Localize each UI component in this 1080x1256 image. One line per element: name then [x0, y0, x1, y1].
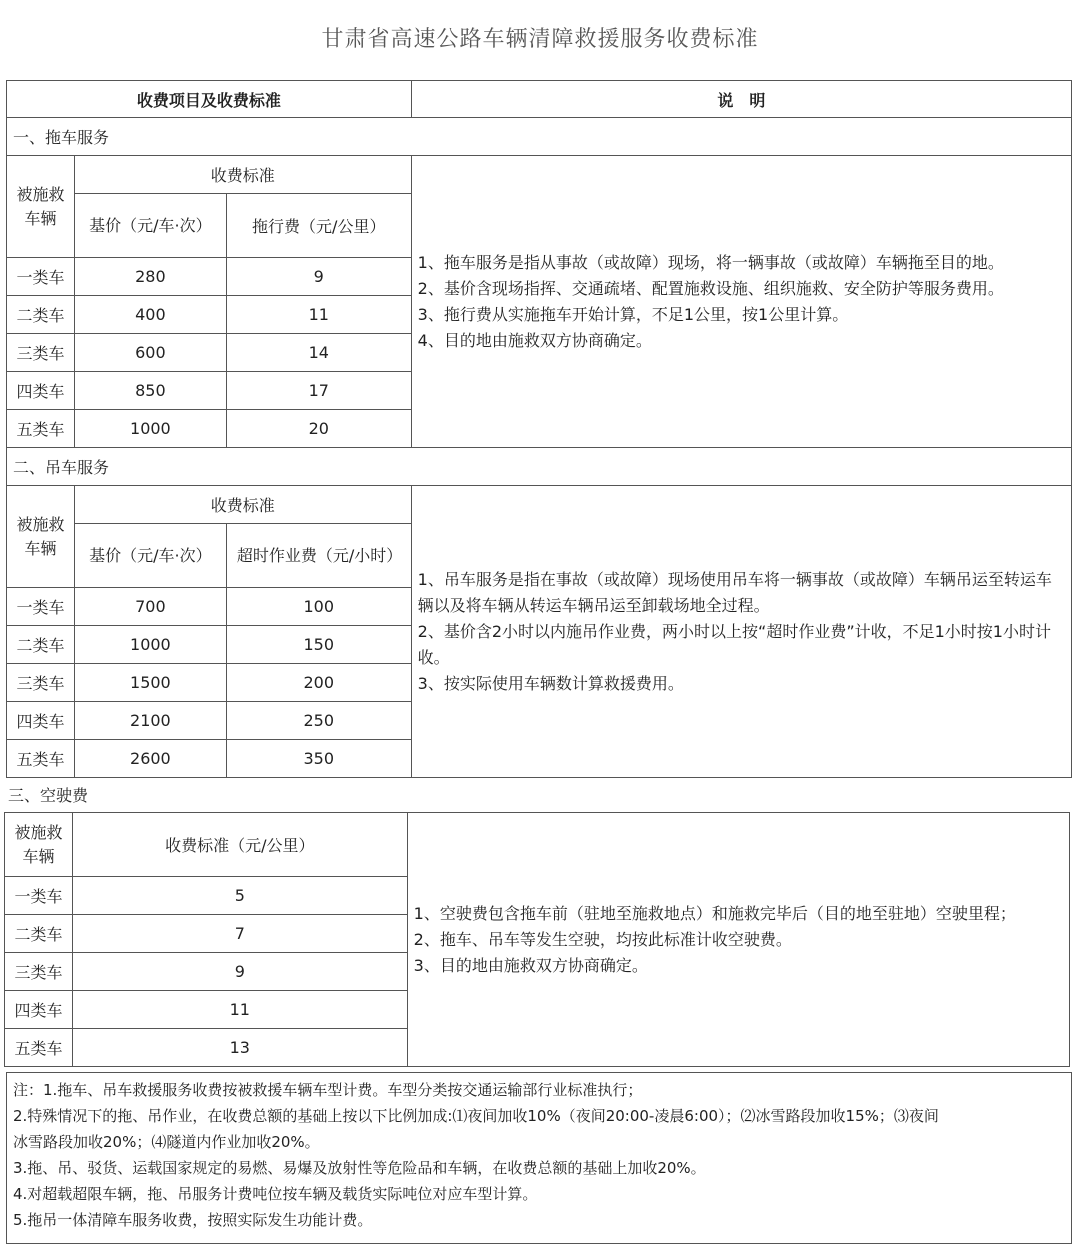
vehicle-type: 一类车	[5, 877, 73, 915]
base-price-header: 基价（元/车·次）	[74, 524, 226, 588]
vehicle-type: 一类车	[7, 588, 75, 626]
vehicle-type: 二类车	[7, 296, 75, 334]
overtime-fee: 150	[226, 626, 411, 664]
vehicle-label: 被施救车辆	[7, 156, 75, 258]
section-heading: 二、吊车服务	[7, 448, 1072, 486]
vehicle-type: 五类车	[7, 740, 75, 778]
overtime-fee: 100	[226, 588, 411, 626]
crane-notes	[411, 486, 1071, 778]
base-price-header: 基价（元/车·次）	[74, 194, 226, 258]
note-line: 1、拖车服务是指从事故（或故障）现场，将一辆事故（或故障）车辆拖至目的地。	[417, 252, 1004, 272]
base-price: 850	[74, 372, 226, 410]
page-title: 甘肃省高速公路车辆清障救援服务收费标准	[321, 27, 759, 52]
vehicle-label: 被施救车辆	[7, 486, 75, 588]
vehicle-type: 四类车	[7, 372, 75, 410]
vehicle-type: 三类车	[5, 953, 73, 991]
header-description: 说 明	[411, 81, 1071, 118]
overtime-fee-header: 超时作业费（元/小时）	[226, 524, 411, 588]
vehicle-type: 二类车	[7, 626, 75, 664]
note-line: 2、基价含2小时以内施吊作业费，两小时以上按“超时作业费”计收，不足1小时按1小时计收。	[417, 621, 1051, 667]
fee-standard-label: 收费标准（元/公里）	[72, 813, 407, 877]
base-price: 700	[74, 588, 226, 626]
empty-run-notes	[407, 813, 1069, 1067]
tow-fee: 11	[226, 296, 411, 334]
note-line: 2、拖车、吊车等发生空驶，均按此标准计收空驶费。	[413, 929, 792, 949]
tow-notes	[411, 156, 1071, 448]
overtime-fee: 350	[226, 740, 411, 778]
base-price: 600	[74, 334, 226, 372]
note-line: 2、基价含现场指挥、交通疏堵、配置施救设施、组织施救、安全防护等服务费用。	[417, 278, 1004, 298]
base-price: 2100	[74, 702, 226, 740]
vehicle-type: 三类车	[7, 334, 75, 372]
tow-fee: 14	[226, 334, 411, 372]
empty-run-fee-table	[4, 812, 1070, 1067]
note-line: 4、目的地由施救双方协商确定。	[417, 330, 652, 350]
vehicle-type: 五类车	[5, 1029, 73, 1067]
header-fee-items: 收费项目及收费标准	[7, 81, 412, 118]
base-price: 1000	[74, 410, 226, 448]
tow-fee: 17	[226, 372, 411, 410]
footnote-line: 2.特殊情况下的拖、吊作业，在收费总额的基础上按以下比例加成:⑴夜间加收10%（夜间20:00-凌晨6:00）；⑵冰雪路段加收15%；⑶夜间	[13, 1107, 939, 1125]
section-heading: 三、空驶费	[8, 786, 89, 805]
base-price: 2600	[74, 740, 226, 778]
base-price: 1500	[74, 664, 226, 702]
base-price: 280	[74, 258, 226, 296]
footnote-line: 5.拖吊一体清障车服务收费，按照实际发生功能计费。	[13, 1211, 373, 1229]
note-line: 1、吊车服务是指在事故（或故障）现场使用吊车将一辆事故（或故障）车辆吊运至转运车辆以及将车辆从转运车辆吊运至卸载场地全过程。	[417, 569, 1052, 615]
vehicle-type: 四类车	[7, 702, 75, 740]
footnotes	[6, 1072, 1072, 1244]
vehicle-type: 二类车	[5, 915, 73, 953]
empty-run-fee: 11	[72, 991, 407, 1029]
empty-run-fee: 9	[72, 953, 407, 991]
vehicle-type: 五类车	[7, 410, 75, 448]
base-price: 400	[74, 296, 226, 334]
tow-fee-header: 拖行费（元/公里）	[226, 194, 411, 258]
vehicle-type: 三类车	[7, 664, 75, 702]
fee-standard-label: 收费标准	[74, 486, 411, 524]
note-line: 3、拖行费从实施拖车开始计算，不足1公里，按1公里计算。	[417, 304, 849, 324]
empty-run-fee: 13	[72, 1029, 407, 1067]
vehicle-type: 一类车	[7, 258, 75, 296]
tow-fee: 9	[226, 258, 411, 296]
footnote-line: 冰雪路段加收20%；⑷隧道内作业加收20%。	[13, 1133, 320, 1151]
empty-run-fee: 7	[72, 915, 407, 953]
note-line: 3、目的地由施救双方协商确定。	[413, 955, 648, 975]
vehicle-type: 四类车	[5, 991, 73, 1029]
overtime-fee: 250	[226, 702, 411, 740]
footnote-line: 3.拖、吊、驳货、运载国家规定的易燃、易爆及放射性等危险品和车辆，在收费总额的基础上加收20%。	[13, 1159, 706, 1177]
tow-service-table	[6, 80, 1072, 778]
empty-run-fee: 5	[72, 877, 407, 915]
footnote-line: 注：1.拖车、吊车救援服务收费按被救援车辆车型计费。车型分类按交通运输部行业标准执行；	[13, 1081, 643, 1099]
note-line: 3、按实际使用车辆数计算救援费用。	[417, 673, 684, 693]
vehicle-label: 被施救车辆	[5, 813, 73, 877]
fee-standard-label: 收费标准	[74, 156, 411, 194]
footnote-line: 4.对超载超限车辆，拖、吊服务计费吨位按车辆及载货实际吨位对应车型计算。	[13, 1185, 538, 1203]
base-price: 1000	[74, 626, 226, 664]
tow-fee: 20	[226, 410, 411, 448]
section-heading: 一、拖车服务	[7, 118, 1072, 156]
note-line: 1、空驶费包含拖车前（驻地至施救地点）和施救完毕后（目的地至驻地）空驶里程；	[413, 903, 1016, 923]
overtime-fee: 200	[226, 664, 411, 702]
